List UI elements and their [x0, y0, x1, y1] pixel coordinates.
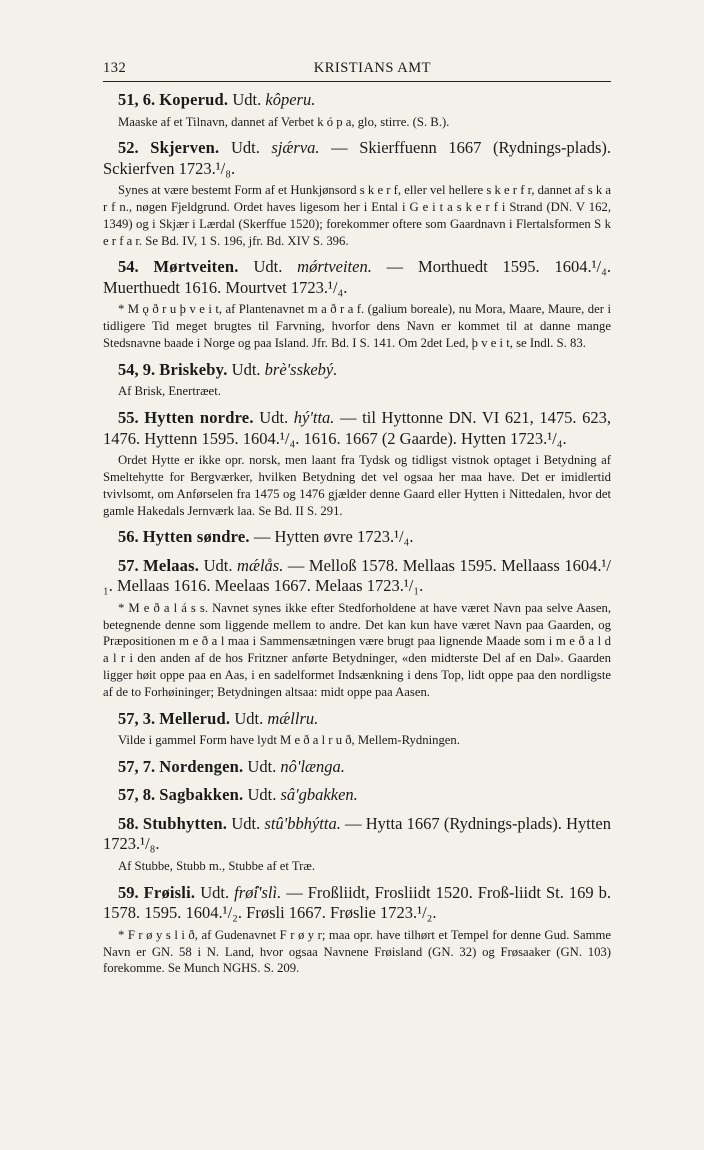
entry-name: Sagbakken. — [159, 785, 244, 805]
entry-name: Briskeby. — [159, 359, 228, 379]
entry-heading — [103, 556, 611, 597]
entry-name: Mørtveiten. — [153, 257, 239, 277]
entry-heading — [103, 360, 611, 381]
entry-body: Maaske af et Tilnavn, dannet af Verbet k ó p a, glo, stirre. (S. B.). — [118, 114, 450, 129]
entry-number: 58. — [118, 813, 139, 833]
entry-heading — [103, 138, 611, 179]
entry — [103, 709, 611, 749]
entry-udt-label: Udt. — [231, 359, 265, 379]
page — [103, 60, 611, 977]
entry — [103, 556, 611, 701]
entry-forms: — Hytten øvre 1723.¹/₄. — [253, 527, 414, 547]
entry-body: Af Stubbe, Stubb m., Stubbe af et Træ. — [118, 858, 316, 873]
entry-forms: — Skierffuenn 1667 (Rydnings-plads). Sckierfven 1723.¹/₈. — [103, 138, 611, 178]
entry — [103, 883, 611, 977]
entry — [103, 90, 611, 130]
entries-list — [103, 90, 611, 977]
entry-name: Hytten søndre. — [142, 527, 250, 547]
entry-forms: — Melloß 1578. Mellaas 1595. Mellaass 1604.¹/₁. Mellaas 1616. Meelaas 1667. Melaas 1723.¹/₁. — [103, 555, 612, 596]
entry-forms: — Morthuedt 1595. 1604.¹/₄. Muerthuedt 1616. Mourtvet 1723.¹/₄. — [103, 257, 612, 297]
entry-heading — [103, 785, 611, 806]
entry-pronunciation: sâ'gbakken. — [280, 785, 358, 805]
entry-heading — [103, 757, 611, 778]
entry — [103, 257, 611, 351]
entry-udt-label: Udt. — [230, 138, 272, 158]
entry-number: 54, 9. — [118, 359, 156, 379]
entry-name: Stubhytten. — [142, 813, 228, 833]
entry — [103, 757, 611, 778]
entry-udt-label: Udt. — [231, 813, 265, 833]
entry-heading — [103, 709, 611, 730]
entry-name: Koperud. — [159, 90, 229, 109]
entry-pronunciation: hý'tta. — [293, 408, 335, 428]
entry-body: Synes at være bestemt Form af et Hunkjønsord s k e r f, eller vel hellere s k e r f r, dannet af s k a r f n., nøgen Fjeldgrund. Ordet haves ligesom her i Ental i G e i t a s k e r f i Strand (DN. V 162, 1349) og i Skjær i Lærdal (Skerffue 1520); forekommer oftere som Gaardnavn i Flertalsformen S k e r f a r. Se Bd. IV, 1 S. 196, jfr. Bd. XIV S. 396. — [103, 183, 611, 248]
running-title: KRISTIANS AMT — [313, 60, 431, 76]
entry-heading — [103, 527, 611, 548]
entry-heading — [103, 257, 611, 298]
entry-pronunciation: mǽllru. — [267, 708, 319, 728]
entry-pronunciation: mǽlås. — [237, 555, 284, 575]
entry-number: 57, 7. — [118, 756, 156, 776]
entry-number: 57. — [118, 555, 139, 575]
entry — [103, 814, 611, 875]
entry-body: Vilde i gammel Form have lydt M e ð a l r u ð, Mellem-Rydningen. — [118, 733, 460, 748]
entry-udt-label: Udt. — [247, 756, 281, 776]
entry-pronunciation: sjǽrva. — [271, 138, 320, 158]
entry-pronunciation: stû'bbhýtta. — [264, 813, 341, 833]
entry — [103, 360, 611, 400]
entry-body: Ordet Hytte er ikke opr. norsk, men laant fra Tydsk og tidligst vistnok optaget i Betydning af Smeltehytte for Bergværker, hvilken Betydning det vel ogsaa her maa have. Det er imidlertid tvivlsomt, om Anførselen fra 1475 og 1476 gjælder denne Gaard eller Hytten i Nittedalen, hvor det gamle Hakedals Jernværk laa. Se Bd. II S. 291. — [103, 453, 611, 518]
entry-number: 51, 6. — [118, 90, 156, 109]
entry — [103, 408, 611, 519]
entry-name: Frøisli. — [143, 882, 196, 902]
entry-name: Melaas. — [143, 555, 200, 575]
page-number: 132 — [103, 60, 127, 76]
entry — [103, 785, 611, 806]
entry-forms: — til Hyttonne DN. VI 621, 1475. 623, 1476. Hyttenn 1595. 1604.¹/₄. 1616. 1667 (2 Gaarde). Hytten 1723.¹/₄. — [103, 408, 612, 448]
entry-number: 57, 3. — [118, 708, 156, 728]
entry-name: Hytten nordre. — [144, 408, 254, 428]
entry-body: * M ǫ ð r u þ v e i t, af Plantenavnet m a ð r a f. (galium boreale), nu Mora, Maare, Maure, der i tidligere Tid meget brugtes til Farvning, hvorfor dens Navn er kommet til at danne mange Stedsnavne baade i Norge og paa Island. Jfr. Bd. I S. 141. Om 2det Led, þ v e i t, se Indl. S. 83. — [103, 302, 611, 351]
entry-heading — [103, 814, 611, 855]
entry-pronunciation: kôperu. — [265, 90, 316, 109]
entry-number: 59. — [118, 882, 139, 902]
entry-udt-label: Udt. — [203, 555, 238, 575]
running-header — [103, 60, 611, 82]
entry-body: Af Brisk, Enertræet. — [118, 384, 221, 399]
entry-number: 57, 8. — [118, 785, 156, 805]
entry-number: 54. — [118, 257, 139, 277]
entry-udt-label: Udt. — [247, 785, 281, 805]
entry-udt-label: Udt. — [253, 257, 298, 277]
entry-udt-label: Udt. — [259, 408, 294, 428]
entry-udt-label: Udt. — [200, 882, 235, 902]
entry-body: * M e ð a l á s s. Navnet synes ikke efter Stedforholdene at have været Navn paa selve Aasen, betegnende denne som liggende mellem to andre. Det kan kun have været Navn paa Gaarden, og Præpositionen m e ð a l maa i Sammensætningen være brugt paa lignende Maade som i m e ð a l d a l r i den anden af de hos Fritzner anførte Betydninger, «den midterste Del af en Dal». Gaarden ligger høit oppe paa en Aas, i en sadelformet Indsænkning i dens Top, lidt oppe paa den nordligste af de to Forhøininger; Betydningen altsaa: midt oppe paa Aasen. — [103, 600, 611, 699]
entry-name: Mellerud. — [159, 708, 231, 728]
entry-name: Skjerven. — [150, 138, 220, 158]
entry-pronunciation: brè'sskebý. — [264, 359, 338, 379]
entry — [103, 138, 611, 249]
entry-forms: — Hytta 1667 (Rydnings-plads). Hytten 1723.¹/₈. — [103, 813, 612, 854]
entry-udt-label: Udt. — [234, 708, 268, 728]
entry-body: * F r ø y s l i ð, af Gudenavnet F r ø y r; maa opr. have tilhørt et Tempel for denne Gud. Samme Navn er GN. 58 i N. Land, hvor ogsaa Navnene Frøisland (GN. 32) og Frøsaaker (GN. 103) forekomme. Se Munch NGHS. S. 209. — [103, 927, 611, 976]
entry-name: Nordengen. — [159, 756, 244, 776]
entry-number: 56. — [118, 527, 139, 547]
entry-pronunciation: nô'længa. — [280, 756, 345, 776]
entry — [103, 527, 611, 548]
entry-number: 55. — [118, 408, 139, 428]
entry-pronunciation: mǿrtveiten. — [297, 257, 372, 277]
entry-pronunciation: frø̂i'slì. — [234, 882, 282, 902]
entry-udt-label: Udt. — [232, 90, 266, 109]
entry-heading — [103, 90, 611, 111]
entry-heading — [103, 883, 611, 924]
entry-number: 52. — [118, 138, 139, 158]
entry-forms: — Froßliidt, Frosliidt 1520. Froß-liidt St. 169 b. 1578. 1595. 1604.¹/₂. Frøsli 1667. Frøslie 1723.¹/₂. — [103, 882, 612, 923]
entry-heading — [103, 408, 611, 449]
